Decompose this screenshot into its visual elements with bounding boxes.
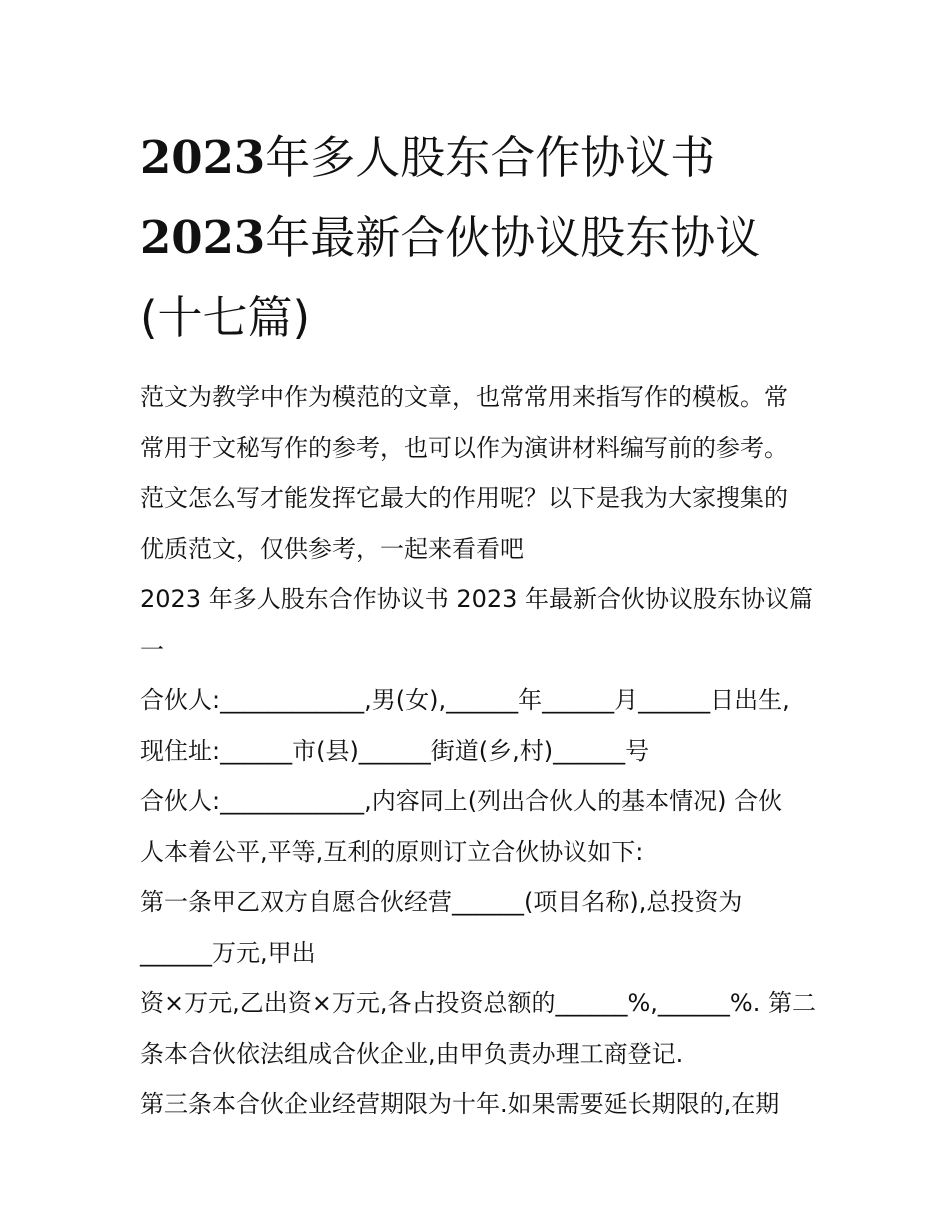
intro-line-2: 常用于文秘写作的参考，也可以作为演讲材料编写前的参考。: [140, 433, 788, 462]
address-line: 现住址:______市(县)______街道(乡,村)______号: [140, 736, 650, 765]
title-line-1-year: 2023: [140, 131, 266, 184]
title-line-2-year: 2023: [140, 211, 266, 264]
document-title: [140, 118, 820, 358]
intro-line-3: 范文怎么写才能发挥它最大的作用呢？以下是我为大家搜集的: [140, 484, 788, 512]
article-1-line-1: 第一条甲乙双方自愿合伙经营______(项目名称),总投资为: [140, 888, 743, 916]
intro-line-4: 优质范文，仅供参考，一起来看看吧: [140, 534, 524, 563]
partner-line-1: 合伙人:____________,男(女),______年______月______日出生,: [140, 686, 790, 714]
partner-line-2: 合伙人:____________,内容同上(列出合伙人的基本情况) 合伙: [140, 787, 783, 815]
title-line-3-text: (十七篇): [140, 291, 311, 344]
section-heading-line-2: 一: [140, 635, 164, 664]
title-line-2-text: 年最新合伙协议股东协议: [265, 211, 761, 264]
article-1-line-3: 资×万元,乙出资×万元,各占投资总额的______%,______%. 第二: [140, 989, 816, 1017]
article-3-line: 第三条本合伙企业经营期限为十年.如果需要延长期限的,在期: [140, 1090, 780, 1118]
title-line-1: [140, 118, 820, 198]
title-line-1-text: 年多人股东合作协议书: [265, 131, 716, 184]
principle-line: 人本着公平,平等,互利的原则订立合伙协议如下:: [140, 837, 644, 866]
document-body: [140, 372, 820, 1130]
intro-line-1: 范文为教学中作为模范的文章，也常常用来指写作的模板。常: [140, 383, 788, 411]
title-line-3: [140, 278, 820, 358]
article-1-line-2: ______万元,甲出: [140, 938, 316, 967]
document-page: [140, 118, 820, 1130]
section-heading-line-1: 2023 年多人股东合作协议书 2023 年最新合伙协议股东协议篇: [140, 585, 814, 613]
article-2-line: 条本合伙依法组成合伙企业,由甲负责办理工商登记.: [140, 1039, 684, 1068]
title-line-2: [140, 198, 820, 278]
